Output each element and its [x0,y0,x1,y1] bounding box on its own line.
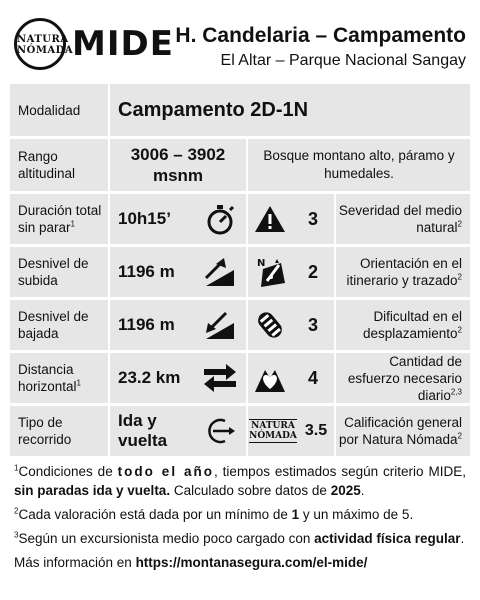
row-tipo [10,406,470,456]
duracion-value: 10h15’ [118,209,171,228]
rango-value: 3006 – 3902 msnm [130,145,226,185]
modalidad-label: Modalidad [18,102,81,118]
tipo-value-line2: vuelta [118,431,168,450]
return-route-icon [194,406,246,456]
page-subtitle: El Altar – Parque Nacional Sangay [220,52,466,69]
row-bajada [10,300,470,350]
natura-nomada-logo [14,18,74,70]
subida-rating: 2 [307,261,318,282]
rating-logo-line2: NÓMADA [249,431,297,441]
duracion-description-sup: 2 [457,219,462,229]
row-duracion [10,194,470,244]
tipo-label: Tipo de recorrido [18,415,72,447]
subida-description: Orientación en el itinerario y trazado [346,256,462,288]
distancia-description: Cantidad de esfuerzo necesario diario [347,353,462,403]
heart-mountain-icon [248,353,292,403]
distancia-rating: 4 [307,367,318,388]
rango-description: Bosque montano alto, páramo y humedales. [263,148,455,181]
compass-map-icon [248,247,292,297]
duracion-description: Severidad del medio natural [338,203,462,235]
boot-print-icon [248,300,292,350]
ascent-arrow-icon [194,247,246,297]
header [0,0,480,84]
distancia-value: 23.2 km [118,368,181,387]
duracion-label: Duración total sin parar [18,203,102,235]
tipo-description-sup: 2 [457,431,462,441]
row-modalidad [10,84,470,136]
mide-table [10,84,470,456]
bajada-description-sup: 2 [457,325,462,335]
brand-mide: MIDE [72,24,174,64]
subida-value: 1196 m [118,262,175,281]
distancia-label: Distancia horizontal [18,362,77,394]
tipo-rating: 3.5 [304,422,328,439]
svg-text:N: N [257,258,266,269]
stopwatch-icon [194,194,246,244]
footnote-1: $^1$Condiciones de todo el año, tiempos estimados según criterio MIDE, sin paradas ida y vuelta. Calculado sobre datos de 2025. [14,463,466,498]
bajada-description: Dificultad en el desplazamiento [362,309,462,341]
bajada-rating: 3 [307,314,318,335]
footnote-2: $^2$Cada valoración está dada por un mínimo de 1 y un máximo de 5. [14,506,414,522]
row-subida [10,247,470,297]
distancia-description-sup: 2,3 [450,387,462,396]
subida-description-sup: 2 [457,272,462,282]
warning-triangle-icon [248,194,292,244]
double-arrow-icon [194,353,246,403]
footnotes [14,462,466,577]
rating-logo-line1: NATURA [251,421,295,431]
duracion-label-sup: 1 [70,219,75,229]
modalidad-value: Campamento 2D-1N [118,98,309,121]
bajada-label: Desnivel de bajada [18,309,89,341]
tipo-description: Calificación general por Natura Nómada [338,415,462,447]
subida-label: Desnivel de subida [18,256,89,288]
descent-arrow-icon [194,300,246,350]
natura-nomada-rating-logo [248,406,298,456]
logo-line2: NÓMADA [17,45,74,56]
bajada-value: 1196 m [118,315,175,334]
distancia-label-sup: 1 [76,378,81,388]
row-distancia [10,353,470,403]
footnote-3: $^3$Según un excursionista medio poco cargado con actividad física regular. [14,530,465,546]
duracion-rating: 3 [307,208,318,229]
row-rango [10,139,470,191]
page-title: H. Candelaria – Campamento [175,24,466,47]
rango-label: Rango altitudinal [18,149,76,181]
tipo-value-line1: Ida y [118,411,157,430]
more-info: Más información en https://montanasegura.com/el-mide/ [14,555,368,570]
logo-line1: NATURA [17,34,69,45]
more-info-link[interactable]: https://montanasegura.com/el-mide/ [135,555,368,570]
